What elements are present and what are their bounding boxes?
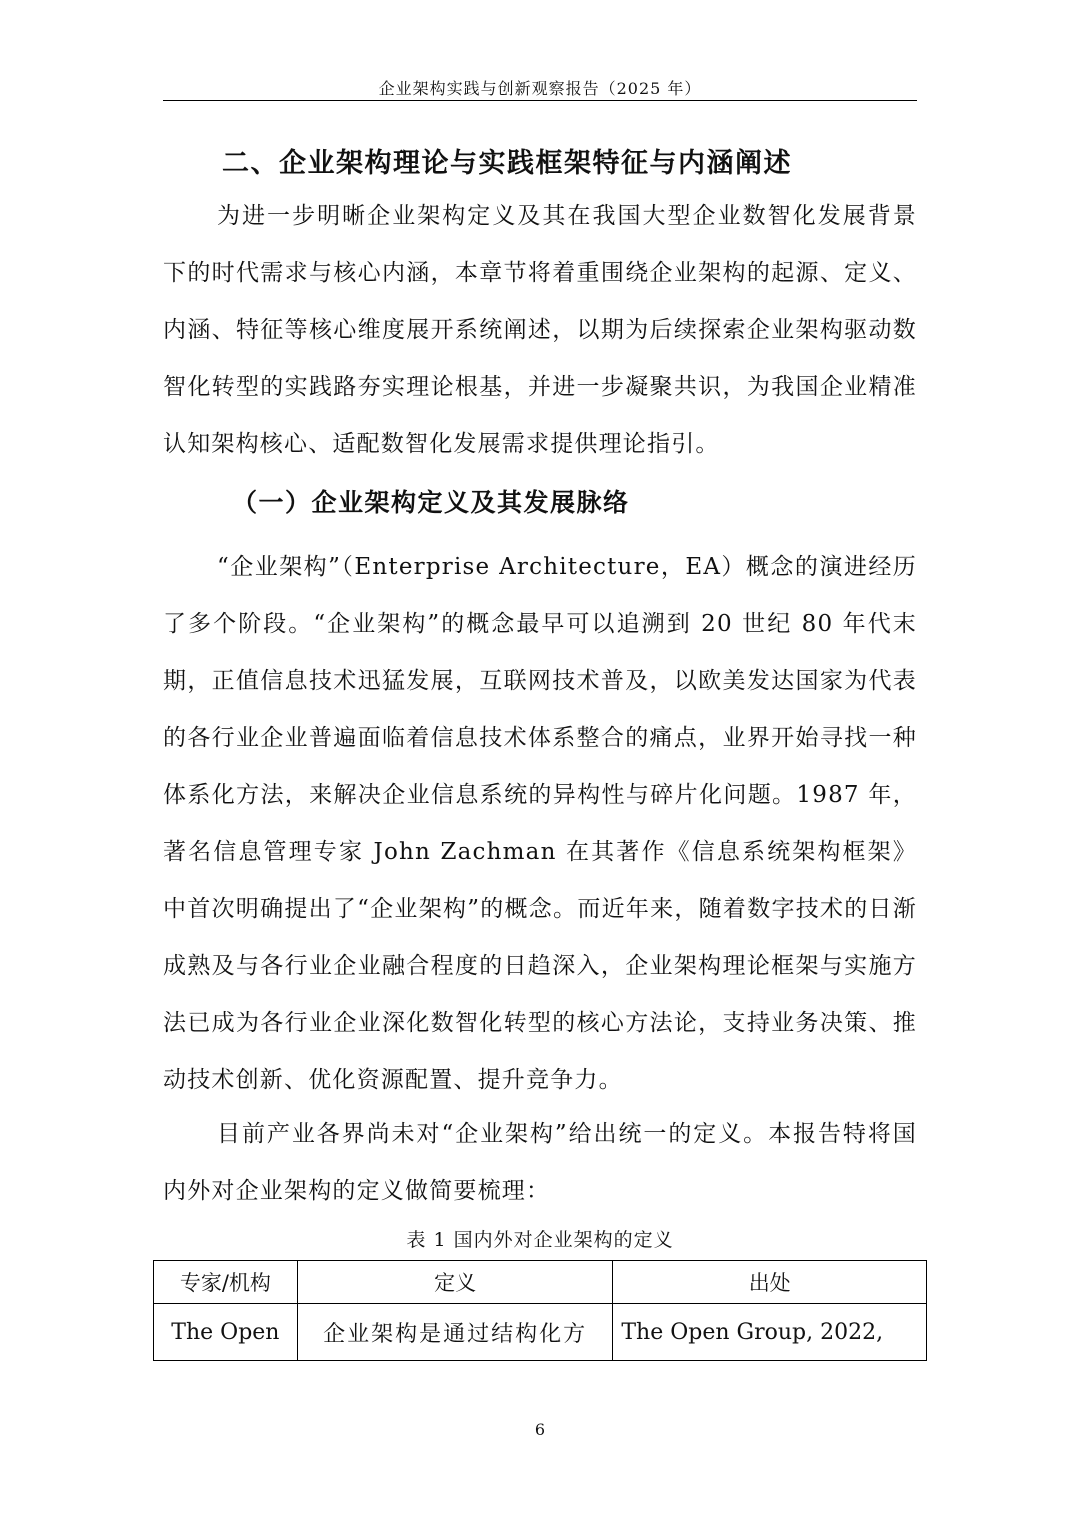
- header-divider: [163, 100, 917, 101]
- definition-table: [153, 1260, 927, 1361]
- cell-source: The Open Group, 2022,: [613, 1304, 927, 1361]
- running-header: 企业架构实践与创新观察报告（2025 年）: [378, 79, 702, 98]
- cell-expert: The Open: [154, 1304, 298, 1361]
- table-row: [154, 1304, 927, 1361]
- intro-paragraph: 为进一步明晰企业架构定义及其在我国大型企业数智化发展背景下的时代需求与核心内涵，本章节将着重围绕企业架构的起源、定义、内涵、特征等核心维度展开系统阐述，以期为后续探索企业架构驱动数智化转型的实践路夯实理论根基，并进一步凝聚共识，为我国企业精准认知架构核心、适配数智化发展需求提供理论指引。: [163, 203, 917, 457]
- page-number: 6: [534, 1420, 546, 1439]
- header-cell-definition: 定义: [297, 1261, 613, 1304]
- subsection-title: （一）企业架构定义及其发展脉络: [232, 488, 630, 517]
- cell-definition: 企业架构是通过结构化方: [297, 1304, 613, 1361]
- body-paragraph-definition-intro: 目前产业各界尚未对“企业架构”给出统一的定义。本报告特将国内外对企业架构的定义做简要梳理：: [163, 1121, 917, 1204]
- body-paragraph-history: “企业架构”（Enterprise Architecture，EA）概念的演进经历了多个阶段。“企业架构”的概念最早可以追溯到 20 世纪 80 年代末期，正值信息技术迅猛发展，互联网技术普及，以欧美发达国家为代表的各行业企业普遍面临着信息技术体系整合的痛点，业界开始寻找一种体系化方法，来解决企业信息系统的异构性与碎片化问题。1987 年，著名信息管理专家 John Zachman 在其著作《信息系统架构框架》中首次明确提出了“企业架构”的概念。而近年来，随着数字技术的日渐成熟及与各行业企业融合程度的日趋深入，企业架构理论框架与实施方法已成为各行业企业深化数智化转型的核心方法论，支持业务决策、推动技术创新、优化资源配置、提升竞争力。: [163, 554, 917, 1093]
- header-cell-source: 出处: [613, 1261, 927, 1304]
- table-header-row: [154, 1261, 927, 1304]
- table-caption: 表 1 国内外对企业架构的定义: [406, 1229, 674, 1251]
- header-cell-expert: 专家/机构: [154, 1261, 298, 1304]
- section-title: 二、企业架构理论与实践框架特征与内涵阐述: [222, 148, 792, 179]
